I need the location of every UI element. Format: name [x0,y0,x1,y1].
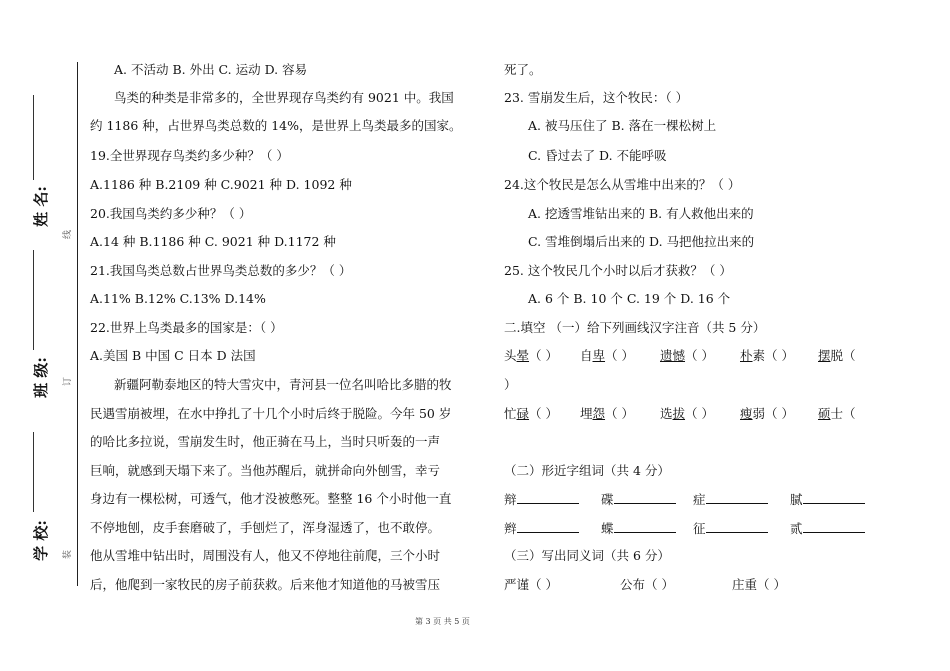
school-fill-line [33,432,34,512]
similar-chars-row-1 [504,491,865,508]
q23-options-ab: A. 被马压住了 B. 落在一棵松树上 [528,118,717,133]
word-item: 贰 [790,521,865,536]
ding-mark: 订 [63,376,74,387]
q20-options: A.14 种 B.1186 种 C. 9021 种 D.1172 种 [90,234,336,249]
pinyin-item: 摆脱（ [818,348,856,363]
zhuang-mark: 装 [63,549,74,560]
class-fill-line [33,250,34,350]
q25-question: 25. 这个牧民几个小时以后才获救？（ ） [504,263,732,278]
q20-question: 20.我国鸟类约多少种？（ ） [90,206,252,221]
q21-options: A.11% B.12% C.13% D.14% [90,291,266,306]
q25-options: A. 6 个 B. 10 个 C. 19 个 D. 16 个 [528,291,731,306]
school-label: 学 校: [31,520,50,561]
answer-blank[interactable] [517,520,579,533]
word-item: 辩 [504,491,601,508]
passage-snow-line8: 后，他爬到一家牧民的房子前获救。后来他才知道他的马被雪压 [90,577,441,592]
class-label: 班 级: [31,357,50,398]
word-item: 腻 [790,492,865,507]
q18-options: A. 不活动 B. 外出 C. 运动 D. 容易 [114,62,308,77]
q22-question: 22.世界上鸟类最多的国家是：（ ） [90,320,283,335]
passage-snow-line2: 民遇雪崩被埋，在水中挣扎了十几个小时后终于脱险。今年 50 岁 [90,406,452,421]
passage-snow-end: 死了。 [504,62,542,77]
binding-margin-line [77,62,78,586]
pinyin-item: 自卑（ ） [580,348,635,363]
passage-snow-line4: 巨响，就感到天塌下来了。当他苏醒后，就拼命向外刨雪，幸亏 [90,463,441,478]
pinyin-item: 遗憾（ ） [660,348,714,363]
q24-options-ab: A. 挖透雪堆钻出来的 B. 有人救他出来的 [528,206,754,221]
word-item: 症 [693,491,790,508]
pinyin-item: 头晕（ ） [504,348,559,363]
answer-blank[interactable] [803,520,865,533]
passage-birds-line2: 约 1186 种，占世界鸟类总数的 14%，是世界上鸟类最多的国家。 [90,118,462,133]
word-item: 蝶 [601,520,693,537]
q24-options-cd: C. 雪堆倒塌后出来的 D. 马把他拉出来的 [528,234,755,249]
answer-blank[interactable] [614,520,676,533]
passage-snow-line1: 新疆阿勒泰地区的特大雪灾中，青河县一位名叫哈比多腊的牧 [114,377,452,392]
pinyin-item: 埋怨（ ） [580,406,635,421]
q23-options-cd: C. 昏过去了 D. 不能呼吸 [528,148,667,163]
answer-blank[interactable] [706,520,768,533]
name-label: 姓 名: [31,186,50,227]
answer-blank[interactable] [706,491,768,504]
passage-birds-line1: 鸟类的种类是非常多的，全世界现存鸟类约有 9021 中。我国 [114,90,454,105]
word-item: 辫 [504,520,601,537]
pinyin-item: 忙碌（ ） [504,406,559,421]
q24-question: 24.这个牧民是怎么从雪堆中出来的？（ ） [504,177,741,192]
q21-question: 21.我国鸟类总数占世界鸟类总数的多少？（ ） [90,263,352,278]
passage-snow-line3: 的哈比多拉说，雪崩发生时，他正骑在马上，当时只听轰的一声 [90,434,441,449]
passage-snow-line6: 不停地刨，皮手套磨破了，手刨烂了，浑身湿透了，也不敢停。 [90,520,441,535]
section-fill-heading: 二.填空 （一）给下列画线汉字注音（共 5 分） [504,320,766,335]
q22-options: A.美国 B 中国 C 日本 D 法国 [90,348,256,363]
word-item: 碟 [601,491,693,508]
similar-chars-row-2 [504,520,865,537]
section-similar-chars-heading: （二）形近字组词（共 4 分） [504,463,670,478]
q23-question: 23. 雪崩发生后，这个牧民：（ ） [504,90,689,105]
synonym-item: 庄重（ ） [732,577,786,592]
section-synonyms-heading: （三）写出同义词（共 6 分） [504,548,670,563]
pinyin-item: 硕士（ [818,406,856,421]
pinyin-item: 瘦弱（ ） [740,406,794,421]
passage-snow-line5: 身边有一棵松树，可透气，他才没被憋死。整整 16 个小时他一直 [90,491,452,506]
word-item: 征 [693,520,790,537]
synonyms-row [504,577,786,593]
pinyin-row-1 [504,348,856,364]
answer-blank[interactable] [517,491,579,504]
q19-question: 19.全世界现存鸟类约多少种？（ ） [90,148,289,163]
synonym-item: 严谨（ ） [504,577,558,592]
answer-blank[interactable] [614,491,676,504]
pinyin-row-2 [504,406,856,422]
pinyin-item: 选拔（ ） [660,406,715,421]
q19-options: A.1186 种 B.2109 种 C.9021 种 D. 1092 种 [90,177,352,192]
pinyin-item: 朴素（ ） [740,348,794,363]
name-fill-line [33,95,34,180]
line-mark: 线 [63,229,74,240]
page-footer: 第 3 页 共 5 页 [415,617,470,626]
answer-blank[interactable] [803,491,865,504]
passage-snow-line7: 他从雪堆中钻出时，周围没有人，他又不停地往前爬，三个小时 [90,548,441,563]
pinyin-row-1-end: ） [504,377,517,392]
synonym-item: 公布（ ） [620,577,674,592]
